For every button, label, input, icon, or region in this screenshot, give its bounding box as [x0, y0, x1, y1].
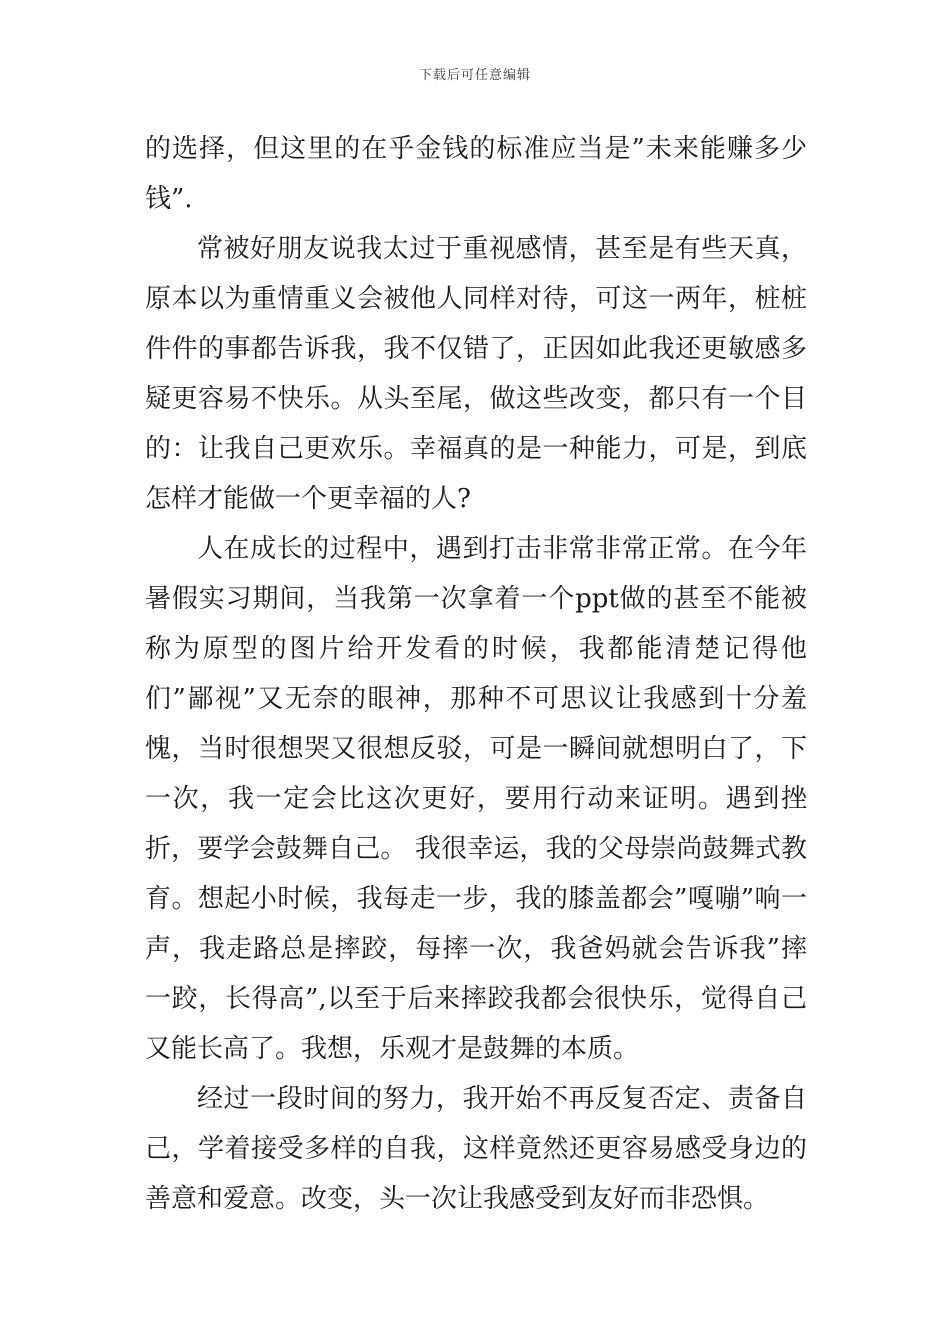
- paragraph-4: 经过一段时间的努力，我开始不再反复否定、责备自己，学着接受多样的自我，这样竟然还更容易感受身边的善意和爱意。改变，头一次让我感受到友好而非恐惧。: [145, 1084, 807, 1214]
- paragraph-3: 人在成长的过程中，遇到打击非常非常正常。在今年暑假实习期间，当我第一次拿着一个ppt做的甚至不能被称为原型的图片给开发看的时候，我都能清楚记得他们”鄙视”又无奈的眼神，那种不可思议让我感到十分羞愧，当时很想哭又很想反驳，可是一瞬间就想明白了，下一次，我一定会比这次更好，要用行动来证明。遇到挫折，要学会鼓舞自己。 我很幸运，我的父母崇尚鼓舞式教育。想起小时候，我每走一步，我的膝盖都会”嘎嘣”响一声，我走路总是摔跤，每摔一次，我爸妈就会告诉我”摔一跤，长得高”,以至于后来摔跤我都会很快乐，觉得自己又能长高了。我想，乐观才是鼓舞的本质。: [145, 534, 807, 1064]
- paragraph-1: 的选择，但这里的在乎金钱的标准应当是”未来能赚多少钱”.: [145, 134, 807, 214]
- page-header: 下载后可任意编辑: [418, 68, 531, 83]
- document-body: [145, 124, 807, 1224]
- paragraph-2: 常被好朋友说我太过于重视感情，甚至是有些天真，原本以为重情重义会被他人同样对待，可这一两年，桩桩件件的事都告诉我，我不仅错了，正因如此我还更敏感多疑更容易不快乐。从头至尾，做这些改变，都只有一个目的：让我自己更欢乐。幸福真的是一种能力，可是，到底怎样才能做一个更幸福的人?: [145, 234, 807, 514]
